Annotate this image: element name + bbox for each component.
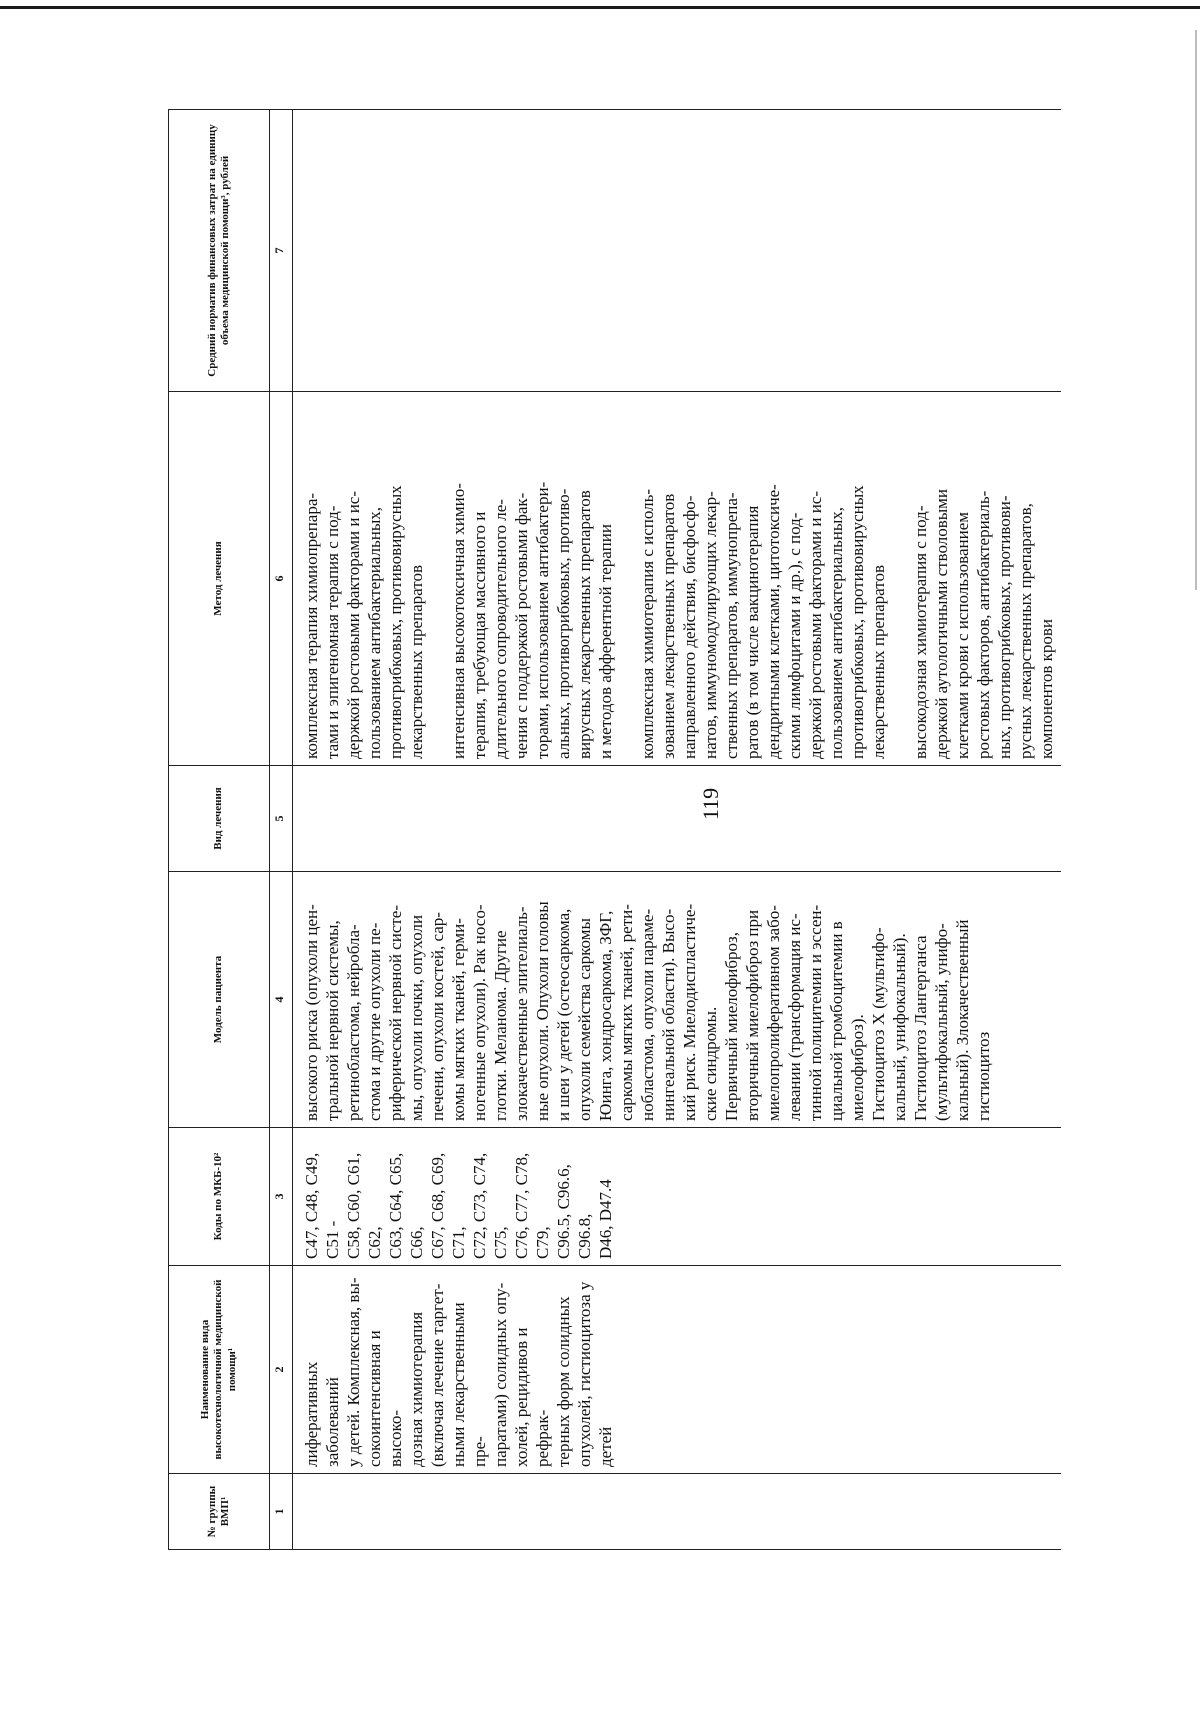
vmp-name-cell: лиферативных заболеваний у детей. Комплексная, вы- сокоинтенсивная и высоко- дозная химиотерапия (включая лечение таргет- ными лекарственными пре- паратами) солидных опу- холей, рецидивов и рефрак- терных форм солидных опухолей, гистиоцитоза у детей — [293, 1266, 1062, 1474]
method-spacer — [889, 398, 910, 759]
group-number-cell — [293, 1474, 1062, 1550]
vmp-table — [168, 109, 1061, 1550]
column-number: 6 — [270, 392, 293, 766]
page-number: 119 — [698, 787, 723, 820]
column-number: 4 — [270, 872, 293, 1128]
method-spacer — [616, 398, 637, 759]
column-number: 3 — [270, 1128, 293, 1266]
cost-cell — [293, 110, 1062, 392]
treatment-method-1: комплексная терапия химиопрепара- тами и эпигеномная терапия с под- держкой ростовыми факторами и ис- пользованием антибактериальных, противогрибковых, противовирусных лекарственных препаратов — [302, 485, 426, 759]
treatment-method-3: комплексная химиотерапия с исполь- зованием лекарственных препаратов направленного действия, бисфосфо- натов, иммуномодулирующих лекар- ственных препаратов, иммунопрепа- ратов (в том числе вакцинотерапия дендритными клетками, цитотоксиче- скими лимфоцитами и др.), с под- держкой ростовыми факторами и ис- пользованием антибактериальных, противогрибковых, противовирусных лекарственных препаратов — [638, 484, 888, 759]
header-group-number: № группы ВМП¹ — [169, 1474, 270, 1550]
table-row — [293, 110, 1062, 1550]
icd-codes-cell: C47, C48, C49, C51 - C58, C60, C61, C62, C63, C64, C65, C66, C67, C68, C69, C71, C72, C73, C74, C75, C76, C77, C78, C79, C96.5, C96.6, C96.8, D46, D47.4 — [293, 1128, 1062, 1266]
treatment-method-4: высокодозная химиотерапия с под- держкой аутологичными стволовыми клетками крови с использованием ростовых факторов, антибактериаль- ных, противогрибковых, противови- русных лекарственных препаратов, компонентов крови — [911, 488, 1056, 759]
treatment-type-cell — [293, 766, 1062, 872]
header-cost-standard: Средний норматив финансовых затрат на единицу объема медицинской помощи³, рублей — [169, 110, 270, 392]
header-row — [169, 110, 270, 1550]
header-icd-codes: Коды по МКБ-10² — [169, 1128, 270, 1266]
column-number-row — [270, 110, 293, 1550]
rotated-table-container — [168, 110, 1200, 1550]
treatment-method-cell — [293, 392, 1062, 766]
header-treatment-type: Вид лечения — [169, 766, 270, 872]
scan-top-rule — [0, 6, 1200, 9]
column-number: 7 — [270, 110, 293, 392]
header-treatment-method: Метод лечения — [169, 392, 270, 766]
column-number: 2 — [270, 1266, 293, 1474]
method-spacer — [427, 398, 448, 759]
treatment-method-2: интенсивная высокотоксичная химио- терапия, требующая массивного и длительного сопроводительного ле- чения с поддержкой ростовыми фак- торами, использованием антибактери- альных, противогрибковых, противо- вирусных лекарственных препаратов и методов афферентной терапии — [449, 481, 615, 759]
header-patient-model: Модель пациента — [169, 872, 270, 1128]
column-number: 1 — [270, 1474, 293, 1550]
header-vmp-name: Наименование вида высокотехнологичной медицинской помощи¹ — [169, 1266, 270, 1474]
patient-model-cell: высокого риска (опухоли цен- тральной нервной системы, ретинобластома, нейробла- стома и другие опухоли пе- риферической нервной систе- мы, опухоли почки, опухоли печени, опухоли костей, сар- комы мягких тканей, герми- ногенные опухоли). Рак носо- глотки. Меланома. Другие злокачественные эпителиаль- ные опухоли. Опухоли головы и шеи у детей (остеосаркома, опухоли семейства саркомы Юинга, хондросаркома, ЗФГ, саркомы мягких тканей, рети- нобластома, опухоли параме- нингеальной области). Высо- кий риск. Миелодиспластиче- ские синдромы. Первичный миелофиброз, вторичный миелофиброз при миелопролиферативном забо- левании (трансформация ис- тинной полицитемии и эссен- циальной тромбоцитемии в миелофиброз). Гистиоцитоз X (мультифо- кальный, унифокальный). Гистиоцитоз Лангерганса (мультифокальный, унифо- кальный). Злокачественный гистиоцитоз — [293, 872, 1062, 1128]
column-number: 5 — [270, 766, 293, 872]
